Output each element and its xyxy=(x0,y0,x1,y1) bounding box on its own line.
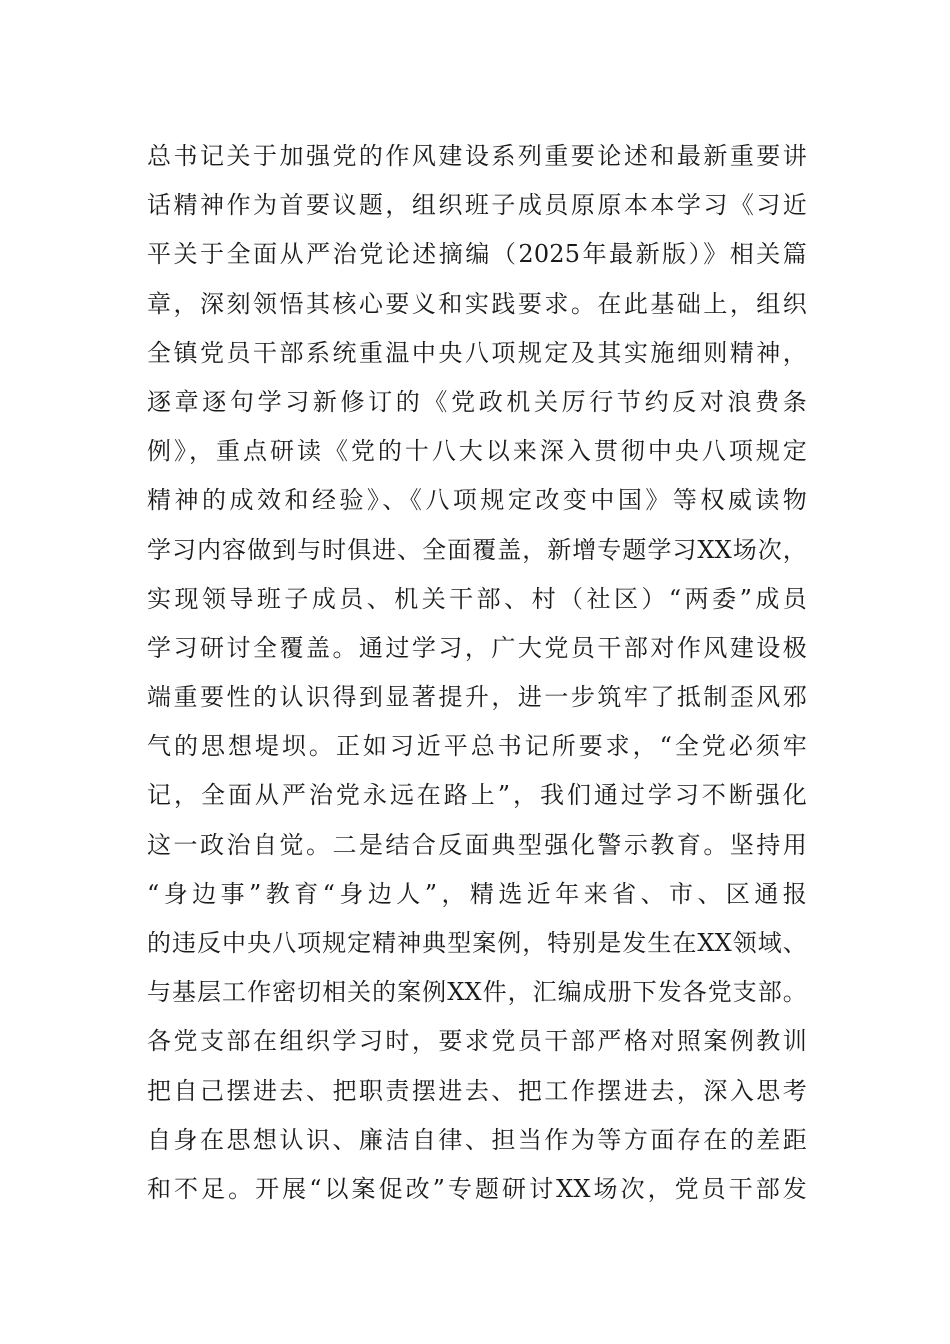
text-line: 与基层工作密切相关的案例XX件，汇编成册下发各党支部。 xyxy=(147,978,807,1007)
text-line: “身边事”教育“身边人”，精选近年来省、市、区通报 xyxy=(147,879,807,908)
text-line: 各党支部在组织学习时，要求党员干部严格对照案例教训 xyxy=(147,1027,807,1056)
text-line: 把自己摆进去、把职责摆进去、把工作摆进去，深入思考 xyxy=(147,1076,807,1105)
text-line: 记，全面从严治党永远在路上”，我们通过学习不断强化 xyxy=(147,781,807,810)
text-line: 总书记关于加强党的作风建设系列重要论述和最新重要讲 xyxy=(147,142,807,170)
body-paragraph xyxy=(147,132,807,1214)
text-line: 的违反中央八项规定精神典型案例，特别是发生在XX领域、 xyxy=(147,929,807,957)
text-line: 实现领导班子成员、机关干部、村（社区）“两委”成员 xyxy=(147,584,807,613)
text-line: 话精神作为首要议题，组织班子成员原原本本学习《习近 xyxy=(147,191,807,220)
text-line: 和不足。开展“以案促改”专题研讨XX场次，党员干部发 xyxy=(147,1174,807,1203)
text-line: 学习研讨全覆盖。通过学习，广大党员干部对作风建设极 xyxy=(147,633,807,662)
text-line: 这一政治自觉。二是结合反面典型强化警示教育。坚持用 xyxy=(147,830,807,859)
text-line: 学习内容做到与时俱进、全面覆盖，新增专题学习XX场次， xyxy=(147,535,807,564)
text-line: 精神的成效和经验》、《八项规定改变中国》等权威读物 xyxy=(147,486,807,515)
text-line: 气的思想堤坝。正如习近平总书记所要求，“全党必须牢 xyxy=(147,732,807,761)
text-line: 章，深刻领悟其核心要义和实践要求。在此基础上，组织 xyxy=(147,289,807,318)
text-line: 例》，重点研读《党的十八大以来深入贯彻中央八项规定 xyxy=(147,437,807,466)
text-line: 平关于全面从严治党论述摘编（2025年最新版）》相关篇 xyxy=(147,240,807,269)
text-line: 逐章逐句学习新修订的《党政机关厉行节约反对浪费条 xyxy=(147,387,807,416)
text-line: 自身在思想认识、廉洁自律、担当作为等方面存在的差距 xyxy=(147,1125,807,1154)
text-line: 端重要性的认识得到显著提升，进一步筑牢了抵制歪风邪 xyxy=(147,683,807,712)
text-line: 全镇党员干部系统重温中央八项规定及其实施细则精神， xyxy=(147,338,807,367)
